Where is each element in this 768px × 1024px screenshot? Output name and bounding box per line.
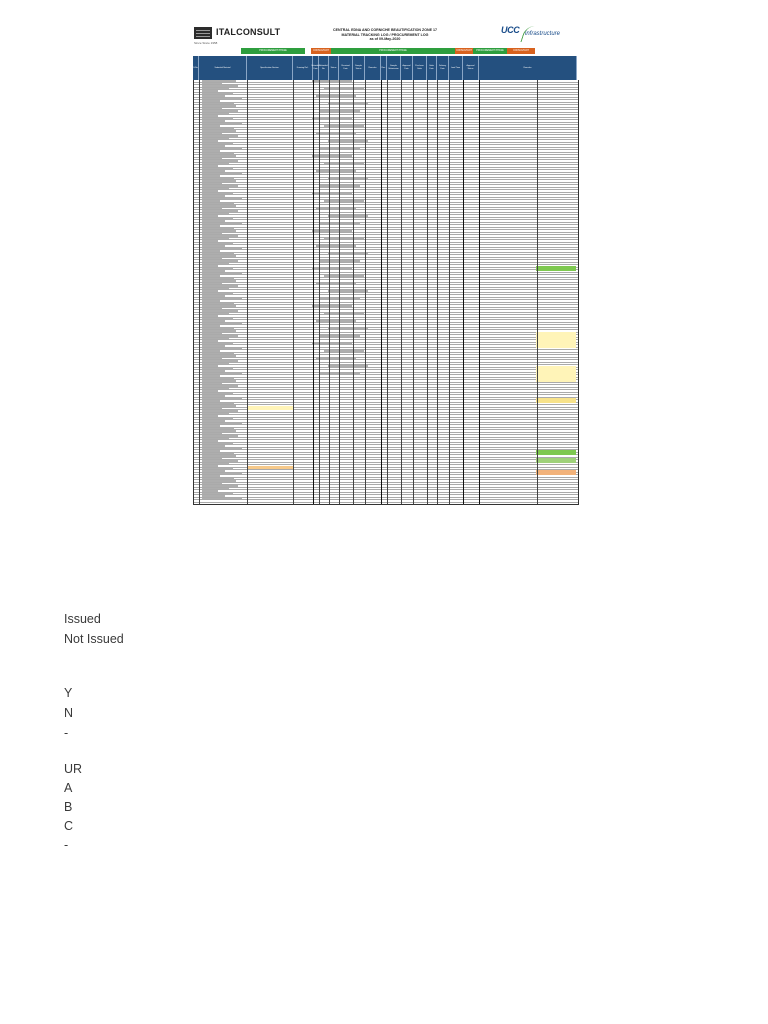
column-divider: [437, 80, 438, 504]
row-text-mark: [202, 200, 220, 202]
row-text-mark: [328, 103, 368, 105]
row-text-mark: [202, 450, 220, 452]
row-text-mark: [202, 325, 220, 327]
row-text-mark: [202, 393, 233, 395]
cell-highlight: [248, 466, 294, 469]
ucc-logo-subtext: infrastructure: [525, 31, 561, 37]
row-text-mark: [324, 238, 364, 240]
row-text-mark: [202, 355, 236, 357]
row-text-mark: [202, 368, 233, 370]
row-text-mark: [202, 390, 218, 392]
row-text-mark: [202, 150, 220, 152]
phase-label: PROCUREMENT PHASE: [331, 48, 455, 54]
row-text-mark: [202, 110, 238, 112]
row-text-mark: [202, 173, 242, 175]
row-text-mark: [202, 480, 236, 482]
row-text-mark: [316, 245, 356, 247]
row-text-mark: [202, 453, 234, 455]
column-header: Drawing Ref.: [293, 56, 313, 80]
row-text-mark: [202, 258, 222, 260]
row-text-mark: [202, 378, 234, 380]
row-text-mark: [202, 243, 233, 245]
row-text-mark: [202, 455, 236, 457]
column-divider: [365, 80, 366, 504]
column-divider: [387, 80, 388, 504]
column-header: Remarks: [365, 56, 381, 80]
legend-issued: Issued: [64, 612, 101, 626]
row-text-mark: [202, 398, 242, 400]
phase-label: PROCUREMENT PHASE: [241, 48, 305, 54]
row-text-mark: [328, 365, 368, 367]
row-text-mark: [312, 230, 352, 232]
row-text-mark: [312, 118, 352, 120]
title-line-1: CENTRAL EDNA AND CORNICHE BEAUTIFICATION ZONE 17: [332, 28, 438, 32]
column-divider: [479, 80, 480, 504]
row-text-mark: [202, 433, 222, 435]
row-text-mark: [202, 498, 242, 500]
row-text-mark: [202, 408, 222, 410]
row-text-mark: [320, 110, 360, 112]
row-text-mark: [202, 420, 225, 422]
row-text-mark: [202, 473, 242, 475]
row-text-mark: [202, 293, 233, 295]
row-text-mark: [202, 230, 236, 232]
row-text-mark: [312, 268, 352, 270]
row-text-mark: [202, 468, 233, 470]
row-text-mark: [202, 80, 236, 82]
row-text-mark: [202, 175, 220, 177]
row-text-mark: [202, 465, 218, 467]
row-text-mark: [202, 133, 222, 135]
column-header: Purchase Order: [413, 56, 427, 80]
column-header: Rev.: [381, 56, 387, 80]
row-text-mark: [312, 305, 352, 307]
row-text-mark: [320, 223, 360, 225]
column-divider: [449, 80, 450, 504]
row-text-mark: [202, 253, 234, 255]
column-header: Submittal Date: [313, 56, 319, 80]
row-text-mark: [316, 358, 356, 360]
row-text-mark: [324, 200, 364, 202]
ucc-infrastructure-logo: [501, 25, 571, 45]
row-text-mark: [316, 208, 356, 210]
column-header: Submittal Material: [199, 56, 247, 80]
row-text-mark: [328, 290, 368, 292]
row-text-mark: [202, 333, 222, 335]
row-text-mark: [202, 410, 238, 412]
legend-n: N: [64, 706, 74, 720]
row-text-mark: [202, 350, 220, 352]
legend-not-issued: Not Issued: [64, 632, 124, 646]
remark-highlight: [536, 458, 576, 463]
legend-c: C: [64, 819, 74, 833]
row-text-mark: [202, 158, 222, 160]
row-text-mark: [202, 330, 236, 332]
row-text-mark: [316, 170, 356, 172]
row-text-mark: [202, 140, 218, 142]
row-text-mark: [202, 308, 222, 310]
row-text-mark: [202, 265, 218, 267]
column-header: Order Date: [427, 56, 437, 80]
row-text-mark: [202, 88, 229, 90]
row-text-mark: [324, 275, 364, 277]
row-text-mark: [202, 415, 218, 417]
column-divider: [293, 80, 294, 504]
row-text-mark: [202, 148, 242, 150]
row-text-mark: [202, 388, 229, 390]
row-text-mark: [202, 460, 238, 462]
row-text-mark: [202, 218, 233, 220]
phase-label: CONSULTANT: [311, 48, 331, 54]
row-text-mark: [324, 350, 364, 352]
column-header: Remarks: [479, 56, 577, 80]
row-text-mark: [312, 80, 352, 82]
column-header: Specification Section: [247, 56, 293, 80]
row-text-mark: [202, 165, 218, 167]
row-text-mark: [202, 395, 225, 397]
row-text-mark: [202, 195, 225, 197]
row-text-mark: [328, 253, 368, 255]
remark-highlight: [536, 398, 576, 403]
column-header: Approval Date: [401, 56, 413, 80]
remark-highlight: [536, 366, 576, 382]
row-text-mark: [202, 345, 225, 347]
legend-dash: -: [64, 726, 69, 740]
row-text-mark: [202, 233, 222, 235]
row-text-mark: [202, 215, 218, 217]
phase-label: CONSULTANT: [456, 49, 472, 52]
row-text-mark: [202, 470, 225, 472]
remark-highlight: [536, 470, 576, 475]
row-text-mark: [202, 425, 220, 427]
row-text-mark: [202, 443, 233, 445]
row-text-mark: [316, 320, 356, 322]
row-text-mark: [202, 365, 218, 367]
row-text-mark: [202, 405, 236, 407]
column-divider: [401, 80, 402, 504]
row-text-mark: [312, 343, 352, 345]
row-text-mark: [202, 193, 233, 195]
row-text-mark: [202, 305, 236, 307]
row-text-mark: [202, 143, 233, 145]
column-divider: [199, 80, 200, 504]
row-text-mark: [202, 485, 238, 487]
row-text-mark: [324, 313, 364, 315]
row-text-mark: [202, 123, 242, 125]
row-text-mark: [202, 458, 222, 460]
row-text-mark: [202, 440, 218, 442]
column-header: Approval Status: [463, 56, 479, 80]
row-text-mark: [202, 310, 238, 312]
row-text-mark: [202, 385, 238, 387]
remark-highlight: [536, 266, 576, 271]
row-text-mark: [202, 130, 236, 132]
row-text-mark: [202, 115, 218, 117]
spreadsheet-page: [193, 22, 577, 504]
row-text-mark: [202, 183, 222, 185]
row-text-mark: [202, 463, 229, 465]
row-text-mark: [202, 313, 229, 315]
legend-a: A: [64, 781, 73, 795]
row-text-mark: [202, 353, 234, 355]
row-text-mark: [202, 435, 238, 437]
row-text-mark: [202, 205, 236, 207]
row-text-mark: [202, 488, 229, 490]
phase-label: PROCUREMENT PHASE: [473, 48, 507, 54]
column-header: Lead Time: [449, 56, 463, 80]
row-text-mark: [202, 400, 220, 402]
row-text-mark: [202, 298, 242, 300]
row-text-mark: [202, 103, 234, 105]
column-header: Delivery Date: [437, 56, 449, 80]
row-text-mark: [202, 343, 233, 345]
table-header-row: [193, 56, 577, 80]
row-text-mark: [312, 155, 352, 157]
row-text-mark: [202, 303, 234, 305]
row-text-mark: [312, 193, 352, 195]
row-text-mark: [202, 95, 225, 97]
row-text-mark: [202, 185, 238, 187]
row-text-mark: [202, 418, 233, 420]
column-header: Status: [329, 56, 339, 80]
row-text-mark: [202, 360, 238, 362]
row-text-mark: [202, 363, 229, 365]
row-text-mark: [202, 495, 225, 497]
row-text-mark: [202, 203, 234, 205]
row-text-mark: [202, 228, 234, 230]
legend-ur: UR: [64, 762, 83, 776]
row-text-mark: [320, 373, 360, 375]
document-title: [303, 28, 467, 42]
row-text-mark: [202, 358, 222, 360]
row-text-mark: [320, 185, 360, 187]
row-text-mark: [202, 315, 218, 317]
column-header: Submittal No.: [319, 56, 329, 80]
row-text-mark: [202, 275, 220, 277]
row-text-mark: [202, 428, 234, 430]
row-text-mark: [202, 483, 222, 485]
row-text-mark: [202, 160, 238, 162]
row-text-mark: [202, 235, 238, 237]
row-text-mark: [328, 178, 368, 180]
column-divider: [313, 80, 314, 504]
row-text-mark: [202, 283, 222, 285]
row-text-mark: [202, 220, 225, 222]
phase-bar: [193, 48, 577, 55]
ucc-logo-text: UCC: [501, 25, 520, 35]
row-text-mark: [202, 323, 242, 325]
column-header: Received Date: [339, 56, 353, 80]
remark-highlight: [536, 332, 576, 348]
row-text-mark: [202, 213, 229, 215]
row-text-mark: [202, 108, 222, 110]
row-text-mark: [328, 140, 368, 142]
row-text-mark: [202, 240, 218, 242]
italconsult-logo-text: ITALCONSULT: [216, 27, 281, 37]
row-text-mark: [202, 145, 225, 147]
row-text-mark: [202, 188, 229, 190]
row-text-mark: [320, 148, 360, 150]
row-text-mark: [202, 168, 233, 170]
row-text-mark: [202, 490, 218, 492]
row-text-mark: [202, 98, 242, 100]
row-text-mark: [202, 413, 229, 415]
row-text-mark: [328, 328, 368, 330]
row-text-mark: [202, 295, 225, 297]
title-line-3: as of 09-May-2020: [369, 37, 401, 42]
row-text-mark: [202, 373, 242, 375]
row-text-mark: [202, 248, 242, 250]
row-text-mark: [202, 280, 236, 282]
row-text-mark: [202, 493, 233, 495]
row-text-mark: [202, 113, 229, 115]
row-text-mark: [202, 290, 218, 292]
row-text-mark: [202, 135, 238, 137]
row-text-mark: [202, 448, 242, 450]
row-text-mark: [202, 208, 222, 210]
row-text-mark: [202, 245, 225, 247]
row-text-mark: [202, 153, 234, 155]
row-text-mark: [202, 85, 238, 87]
row-text-mark: [202, 125, 220, 127]
legend-b: B: [64, 800, 73, 814]
row-text-mark: [202, 278, 234, 280]
column-divider: [247, 80, 248, 504]
row-text-mark: [316, 283, 356, 285]
italconsult-logo: [193, 26, 313, 48]
row-text-mark: [324, 88, 364, 90]
row-text-mark: [202, 268, 233, 270]
column-divider: [353, 80, 354, 504]
title-line-2: MATERIAL TRACKING LOG / PROCUREMENT LOG: [341, 32, 429, 37]
column-header: Sample Submission: [387, 56, 401, 80]
row-text-mark: [202, 178, 234, 180]
row-text-mark: [202, 198, 242, 200]
column-divider: [381, 80, 382, 504]
row-text-mark: [202, 430, 236, 432]
row-text-mark: [202, 128, 234, 130]
row-text-mark: [202, 300, 220, 302]
row-text-mark: [328, 215, 368, 217]
row-text-mark: [202, 445, 225, 447]
column-divider: [427, 80, 428, 504]
row-text-mark: [202, 120, 225, 122]
row-text-mark: [202, 250, 220, 252]
row-text-mark: [202, 438, 229, 440]
column-divider: [339, 80, 340, 504]
column-divider: [463, 80, 464, 504]
remark-highlight: [536, 450, 576, 455]
row-text-mark: [202, 180, 236, 182]
row-text-mark: [202, 348, 242, 350]
phase-label: CONSULTANT: [507, 48, 535, 54]
row-text-mark: [202, 288, 229, 290]
row-text-mark: [202, 155, 236, 157]
row-text-mark: [202, 338, 229, 340]
row-text-mark: [202, 163, 229, 165]
row-text-mark: [202, 318, 233, 320]
column-header: Sample Status: [353, 56, 365, 80]
row-text-mark: [202, 83, 222, 85]
row-text-mark: [202, 328, 234, 330]
column-header: S.No: [193, 56, 199, 80]
column-divider: [319, 80, 320, 504]
row-text-mark: [202, 170, 225, 172]
cell-highlight: [248, 406, 294, 410]
column-divider: [413, 80, 414, 504]
row-text-mark: [202, 478, 234, 480]
row-text-mark: [202, 138, 229, 140]
column-divider: [329, 80, 330, 504]
legend: [64, 608, 264, 868]
row-text-mark: [324, 125, 364, 127]
row-text-mark: [202, 255, 236, 257]
row-text-mark: [202, 93, 233, 95]
row-text-mark: [202, 210, 238, 212]
row-text-mark: [320, 298, 360, 300]
row-text-mark: [316, 133, 356, 135]
legend-y: Y: [64, 686, 73, 700]
table-body: [193, 80, 579, 505]
row-text-mark: [202, 380, 236, 382]
italconsult-logo-mark-icon: [194, 27, 212, 39]
row-text-mark: [202, 335, 238, 337]
row-text-mark: [316, 95, 356, 97]
row-text-mark: [202, 403, 234, 405]
row-text-mark: [202, 320, 225, 322]
row-text-mark: [202, 273, 242, 275]
row-text-mark: [202, 340, 218, 342]
row-text-mark: [202, 223, 242, 225]
row-text-mark: [202, 105, 236, 107]
row-text-mark: [202, 263, 229, 265]
row-text-mark: [202, 100, 220, 102]
material-tracking-table: [193, 56, 577, 504]
legend-code-dash: -: [64, 838, 69, 852]
row-text-mark: [202, 270, 225, 272]
row-text-mark: [202, 118, 233, 120]
row-text-mark: [320, 335, 360, 337]
row-text-mark: [202, 90, 218, 92]
row-text-mark: [202, 225, 220, 227]
row-text-mark: [202, 383, 222, 385]
row-text-mark: [320, 260, 360, 262]
row-text-mark: [202, 370, 225, 372]
row-text-mark: [202, 285, 238, 287]
row-text-mark: [202, 475, 220, 477]
row-text-mark: [202, 190, 218, 192]
row-text-mark: [202, 375, 220, 377]
row-text-mark: [202, 423, 242, 425]
column-divider: [537, 80, 538, 504]
row-text-mark: [324, 163, 364, 165]
italconsult-logo-tagline: Since Since 1958: [194, 41, 218, 45]
row-text-mark: [202, 238, 229, 240]
row-text-mark: [202, 260, 238, 262]
